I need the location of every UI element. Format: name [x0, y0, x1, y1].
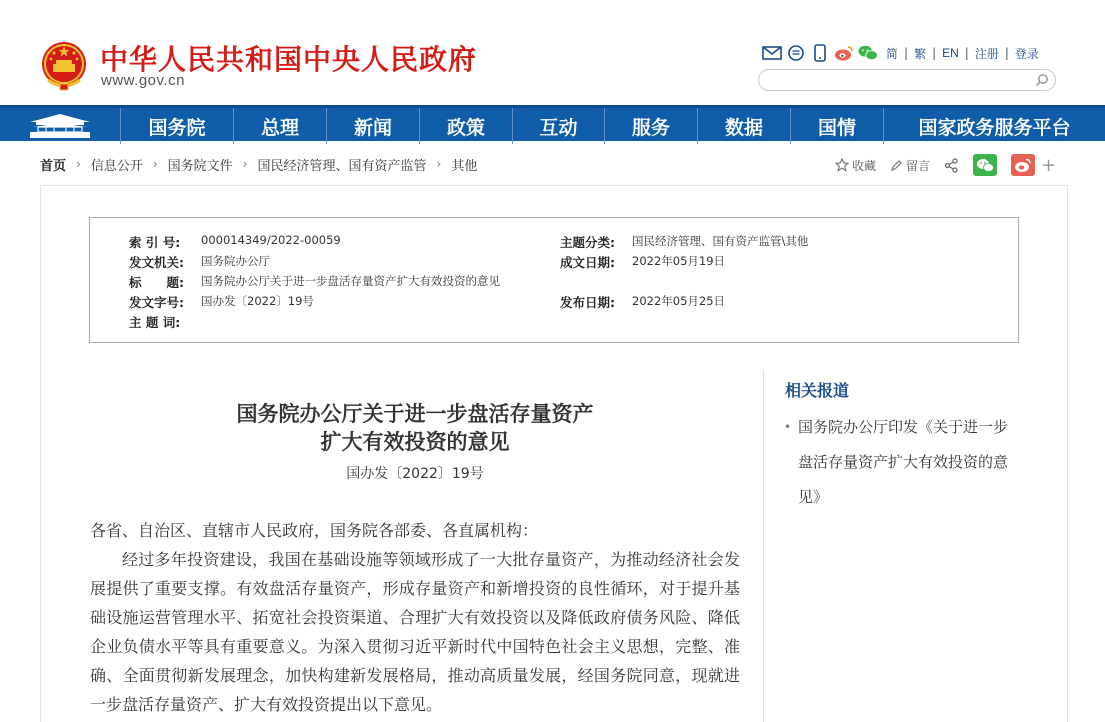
breadcrumb-item[interactable]: 国务院文件	[167, 158, 233, 174]
article-paragraph: 经过多年投资建设，我国在基础设施等领域形成了一大批存量资产，为推动经济社会发展提供了重要支撑。有效盘活存量资产，形成存量资产和新增投资的良性循环，对于提升基础设施运营管理水平、拓宽社会投资渠道、合理扩大有效投资以及降低政府债务风险、降低企业负债水平等具有重要意义。为深入贯彻习近平新时代中国特色社会主义思想，完整、准确、全面贯彻新发展理念，加快构建新发展格局，推动高质量发展，经国务院同意，现就进一步盘活存量资产、扩大有效投资提出以下意见。	[90, 550, 740, 714]
nav-item-service[interactable]: 服务	[604, 108, 697, 144]
nav-item-national-info[interactable]: 国情	[790, 108, 883, 144]
search-input[interactable]	[758, 69, 1056, 91]
mail-icon[interactable]	[762, 44, 782, 62]
info-value: 国民经济管理、国有资产监管\其他	[632, 234, 809, 248]
weibo-icon	[1014, 158, 1032, 173]
info-label: 索 引 号:	[129, 235, 181, 250]
info-label: 主 题 词:	[129, 315, 181, 330]
document-info-table	[89, 217, 1019, 343]
info-label: 成文日期:	[560, 255, 615, 270]
chevron-right-icon: ›	[76, 157, 81, 171]
nav-item-data[interactable]: 数据	[697, 108, 790, 144]
article-title-line: 国务院办公厅关于进一步盘活存量资产	[236, 401, 594, 426]
weibo-icon[interactable]	[834, 44, 854, 62]
lang-simplified[interactable]: 简	[886, 46, 899, 61]
article-title-line: 扩大有效投资的意见	[320, 429, 510, 454]
plus-icon: +	[1041, 154, 1057, 176]
info-label: 主题分类:	[560, 235, 615, 250]
breadcrumb-item[interactable]: 信息公开	[90, 158, 143, 174]
related-reports	[763, 370, 1063, 722]
breadcrumb	[40, 155, 477, 173]
separator: |	[932, 46, 937, 60]
separator: |	[1004, 46, 1009, 60]
related-title: 相关报道	[785, 381, 850, 400]
weibo-share-button[interactable]	[1011, 154, 1035, 176]
lang-english[interactable]: EN	[942, 46, 959, 60]
chevron-right-icon: ›	[152, 157, 158, 171]
national-emblem-icon[interactable]	[40, 40, 88, 92]
article-doc-number: 国办发〔2022〕19号	[346, 466, 484, 482]
info-index-row	[129, 233, 341, 251]
info-title-row	[129, 273, 500, 291]
wechat-icon[interactable]	[858, 44, 878, 62]
breadcrumb-item[interactable]: 国民经济管理、国有资产监管	[257, 158, 427, 174]
info-category-row	[560, 233, 808, 251]
info-value: 2022年05月19日	[632, 254, 726, 268]
nav-item-interaction[interactable]: 互动	[512, 108, 604, 144]
favorite-button[interactable]	[835, 157, 876, 174]
pencil-icon	[890, 159, 903, 172]
site-header	[0, 0, 1105, 105]
mobile-icon[interactable]	[810, 44, 830, 62]
main-nav	[0, 105, 1105, 141]
nav-item-gov-service-platform[interactable]: 国家政务服务平台	[883, 108, 1105, 144]
favorite-label: 收藏	[852, 158, 877, 173]
login-link[interactable]: 登录	[1014, 46, 1039, 61]
info-value: 国务院办公厅	[201, 254, 270, 268]
article-salutation: 各省、自治区、直辖市人民政府，国务院各部委、各直属机构：	[90, 521, 539, 540]
info-published-row	[560, 293, 725, 311]
bullet-icon: •	[784, 420, 792, 434]
chevron-right-icon: ›	[242, 157, 248, 171]
tiananmen-icon	[28, 113, 92, 139]
info-issuer-row	[129, 253, 270, 271]
info-label: 标 题:	[129, 275, 184, 290]
nav-home[interactable]	[0, 108, 120, 144]
info-value: 2022年05月25日	[632, 294, 726, 308]
more-share-button[interactable]	[1041, 155, 1056, 176]
wechat-share-button[interactable]	[973, 154, 997, 176]
chevron-right-icon: ›	[436, 157, 442, 171]
breadcrumb-home[interactable]: 首页	[40, 158, 67, 174]
wechat-icon	[976, 158, 994, 173]
info-subject-row	[129, 313, 201, 331]
top-tools	[762, 43, 1043, 63]
related-item-link[interactable]: 国务院办公厅印发《关于进一步盘活存量资产扩大有效投资的意见》	[798, 418, 1009, 506]
breadcrumb-item[interactable]: 其他	[451, 158, 478, 174]
info-label: 发文字号:	[129, 295, 184, 310]
site-title[interactable]: 中华人民共和国中央人民政府	[100, 43, 478, 76]
separator: |	[964, 46, 969, 60]
info-label: 发文机关:	[129, 255, 184, 270]
info-value: 国务院办公厅关于进一步盘活存量资产扩大有效投资的意见	[201, 274, 500, 288]
nav-item-premier[interactable]: 总理	[233, 108, 326, 144]
nav-item-news[interactable]: 新闻	[326, 108, 419, 144]
nav-item-state-council[interactable]: 国务院	[120, 108, 233, 144]
share-button[interactable]	[944, 158, 959, 173]
comment-button[interactable]	[890, 157, 930, 174]
info-docno-row	[129, 293, 314, 311]
nav-item-policy[interactable]: 政策	[419, 108, 512, 144]
info-value: 000014349/2022-00059	[201, 233, 341, 247]
comment-label: 留言	[906, 158, 931, 173]
site-domain: www.gov.cn	[101, 72, 185, 89]
info-label: 发布日期:	[560, 295, 615, 310]
info-value: 国办发〔2022〕19号	[201, 294, 314, 308]
register-link[interactable]: 注册	[974, 46, 999, 61]
info-written-row	[560, 253, 725, 271]
share-icon	[944, 158, 959, 173]
lang-traditional[interactable]: 繁	[914, 46, 927, 61]
related-list	[784, 410, 1014, 515]
related-item[interactable]	[784, 410, 1014, 515]
article-title	[90, 400, 740, 456]
share-bar	[835, 153, 1056, 177]
search-icon[interactable]	[1035, 73, 1049, 87]
star-icon	[835, 158, 849, 172]
separator: |	[904, 46, 909, 60]
message-icon[interactable]	[786, 44, 806, 62]
